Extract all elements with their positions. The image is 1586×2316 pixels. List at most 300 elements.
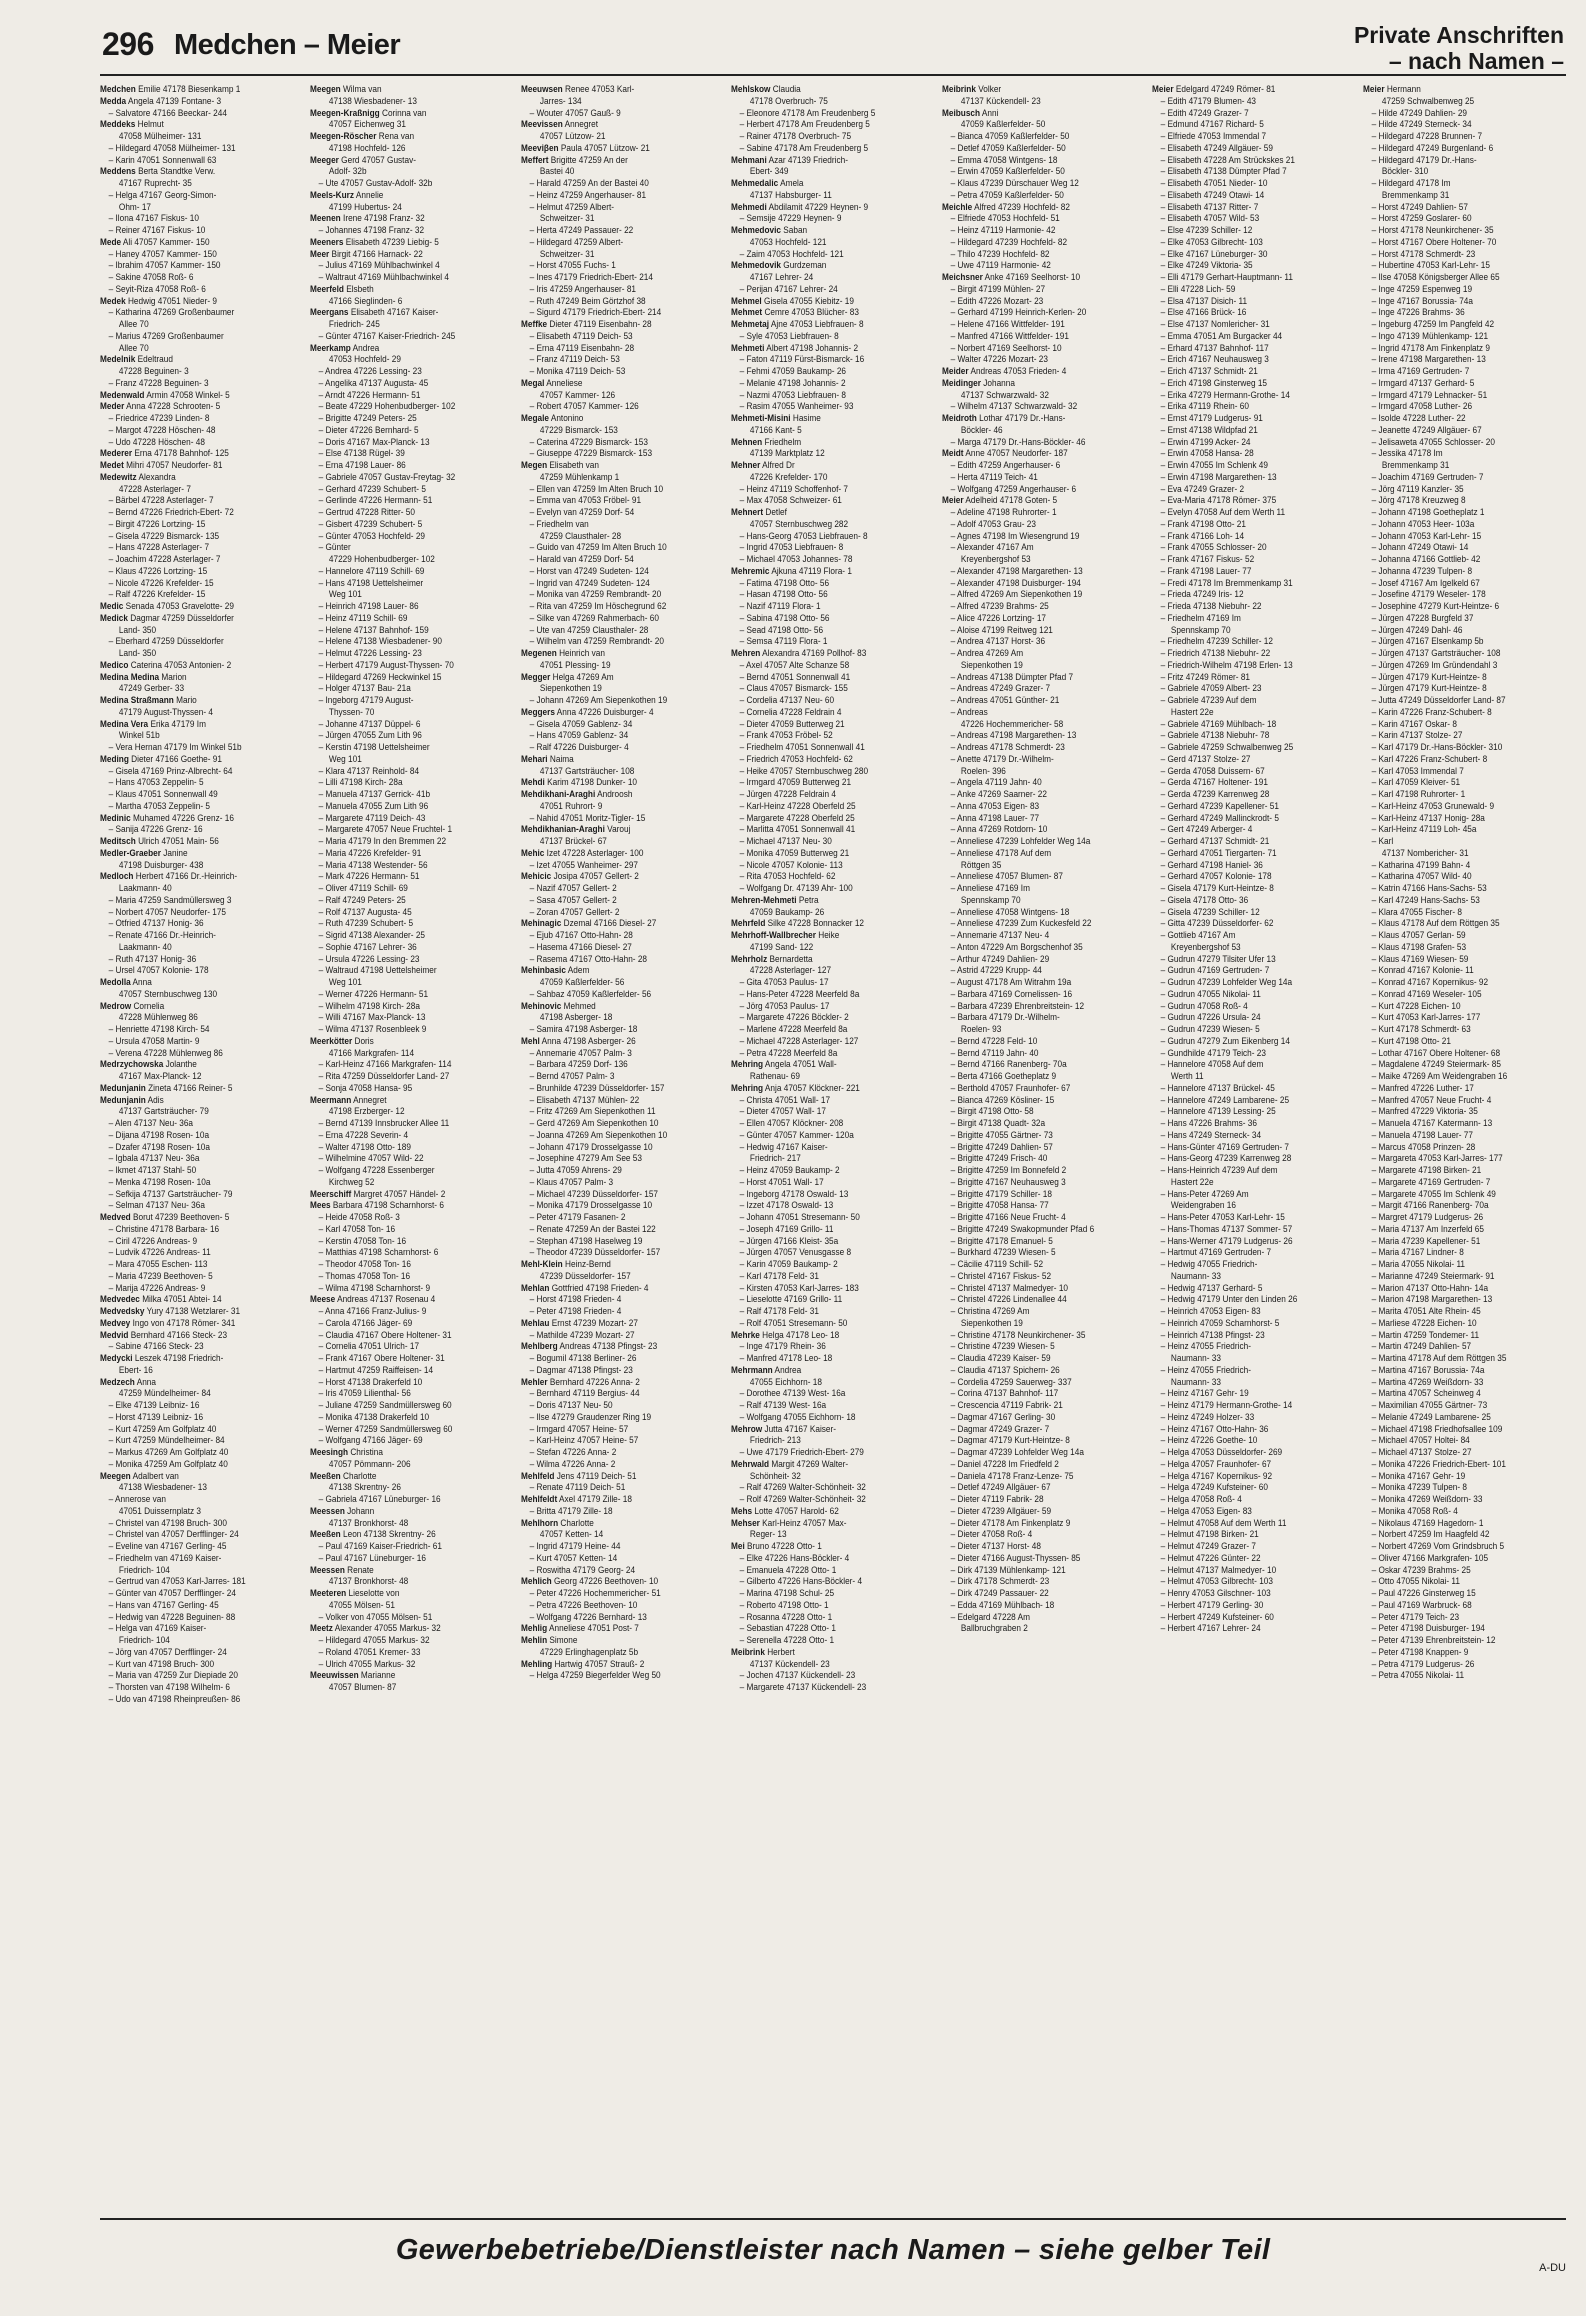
entry-text: Lieselotte von (346, 1588, 400, 1599)
entry-text: – Paul 47167 Lüneburger- 16 (319, 1552, 427, 1564)
page-header (100, 10, 1566, 76)
directory-entry (942, 1471, 1145, 1483)
directory-entry (1363, 448, 1566, 460)
directory-entry (310, 1318, 513, 1330)
entry-text: Margret 47057 Händel- 2 (351, 1188, 446, 1200)
entry-text: – Monika 47226 Friedrich-Ebert- 101 (1371, 1458, 1506, 1470)
directory-entry-head (100, 1353, 303, 1365)
directory-entry-head (521, 672, 724, 684)
directory-entry (1152, 531, 1355, 543)
entry-text: Annegret (351, 1094, 388, 1106)
entry-text: – Wolfgang 47166 Jäger- 69 (319, 1435, 424, 1447)
entry-text: – Barbara 47259 Dorf- 136 (529, 1059, 628, 1071)
directory-entry (731, 284, 934, 296)
entry-text: – Gudrun 47279 Zum Eikenberg 14 (1160, 1035, 1291, 1047)
entry-text: Weg 101 (329, 753, 363, 765)
entry-text: – Brigitte 47179 Schiller- 18 (950, 1188, 1052, 1200)
entry-text: – Karin 47226 Franz-Schubert- 8 (1371, 706, 1492, 718)
entry-text: – Alexander 47167 Am (950, 542, 1034, 554)
directory-entry (731, 1012, 934, 1024)
entry-text: – Bernd 47051 Sonnenwall 41 (739, 671, 851, 683)
entry-text: – Irene 47198 Margarethen- 13 (1371, 354, 1486, 366)
entry-text: – Peter 47179 Fasanen- 2 (529, 1212, 626, 1223)
entry-text: Rathenau- 69 (750, 1071, 801, 1082)
entry-text: – Elisabeth 47138 Dümpter Pfad 7 (1160, 166, 1287, 178)
entry-text: Antonino (548, 413, 584, 424)
entry-text: Brigitte 47259 An der (548, 154, 628, 166)
entry-text: – Friedhelm van (529, 518, 589, 530)
entry-surname: Medler-Graeber (100, 847, 161, 859)
entry-text: – Wouter 47057 Gauß- 9 (529, 107, 621, 119)
entry-text: – Horst 47051 Wall- 17 (739, 1176, 824, 1188)
directory-entry (1152, 977, 1355, 989)
directory-column-4 (731, 84, 934, 2214)
directory-entry (1363, 1048, 1566, 1060)
entry-text: – Ruth 47137 Honig- 36 (108, 953, 197, 965)
directory-entry (1152, 1412, 1355, 1424)
entry-text: – Margot 47228 Höschen- 48 (108, 424, 216, 436)
entry-text: Bernardetta (767, 953, 813, 965)
entry-text: Spennskamp 70 (960, 894, 1021, 906)
entry-text: – Nazif 47119 Flora- 1 (739, 601, 821, 612)
entry-text: – Christel 47226 Lindenallee 44 (950, 1294, 1067, 1306)
directory-entry (942, 1518, 1145, 1530)
directory-entry (1363, 1518, 1566, 1530)
entry-text: – Hilde 47249 Sterneck- 34 (1371, 119, 1472, 131)
directory-entry-head (100, 1294, 303, 1306)
directory-entry (1152, 824, 1355, 836)
entry-text: – Martin 47249 Dahlien- 57 (1371, 1341, 1471, 1353)
entry-text: Adem (565, 965, 590, 977)
entry-text: – Bernhard 47119 Bergius- 44 (529, 1388, 640, 1400)
directory-entry-head (731, 343, 934, 355)
directory-entry-head (942, 272, 1145, 284)
directory-entry (521, 178, 724, 190)
directory-entry (310, 801, 513, 813)
entry-text: – Frank 47166 Loh- 14 (1160, 530, 1245, 542)
entry-text: Cornelia (131, 1000, 165, 1012)
directory-entry (521, 613, 724, 625)
entry-text: Laakmann- 40 (118, 883, 172, 894)
entry-text: – Heinrich 47059 Scharnhorst- 5 (1160, 1317, 1280, 1329)
entry-text: – Christine 47178 Barbara- 16 (108, 1223, 220, 1235)
entry-text: – Zaim 47053 Hochfeld- 121 (739, 248, 844, 260)
entry-surname: Meeners (310, 236, 344, 248)
directory-entry (310, 1518, 513, 1530)
entry-text: – Astrid 47229 Krupp- 44 (950, 965, 1042, 977)
directory-entry (1152, 1095, 1355, 1107)
entry-text: Silke 47228 Bonnacker 12 (765, 918, 865, 930)
entry-text: – Helga 47167 Kopernikus- 92 (1160, 1470, 1273, 1482)
directory-entry (310, 331, 513, 343)
entry-text: Hastert 22e (1171, 1176, 1214, 1188)
directory-entry (731, 1095, 934, 1107)
entry-text: Kreyenbergshof 53 (960, 554, 1031, 565)
entry-text: 47057 Blumen- 87 (329, 1682, 397, 1693)
directory-entry (731, 1165, 934, 1177)
directory-entry (1152, 1001, 1355, 1013)
entry-text: Alfred Dr (760, 460, 796, 471)
directory-entry (1152, 1059, 1355, 1071)
entry-text: – Syle 47053 Liebfrauen- 8 (739, 330, 839, 342)
entry-surname: Meegen-Röscher (310, 131, 377, 142)
entry-text: – Erich 47137 Schmidt- 21 (1160, 366, 1258, 377)
directory-entry-head (521, 965, 724, 977)
directory-entry (942, 542, 1145, 554)
entry-text: – Anneliese 47057 Blumen- 87 (950, 871, 1063, 883)
directory-entry (310, 613, 513, 625)
entry-text: Josipa 47057 Gellert- 2 (551, 871, 639, 883)
directory-entry (310, 601, 513, 613)
directory-entry (521, 448, 724, 460)
directory-entry (1363, 1118, 1566, 1130)
directory-entry (1152, 1165, 1355, 1177)
entry-text: – Helmut 47137 Malmedyer- 10 (1160, 1564, 1277, 1576)
directory-entry (1363, 1001, 1566, 1013)
entry-text: Ajne 47053 Liebfrauen- 8 (769, 319, 864, 330)
page-number: 296 (102, 26, 154, 62)
directory-entry (521, 554, 724, 566)
entry-text: – Gerd 47137 Stolze- 27 (1160, 753, 1251, 765)
entry-text: – Sabine 47178 Am Freudenberg 5 (739, 142, 869, 154)
directory-entry (942, 1412, 1145, 1424)
entry-text: – Monika 47058 Roß- 4 (1371, 1505, 1458, 1517)
entry-text: – Frank 47055 Schlosser- 20 (1160, 542, 1267, 554)
directory-entry (942, 1341, 1145, 1353)
directory-entry (1152, 131, 1355, 143)
directory-entry (942, 1600, 1145, 1612)
directory-entry (1363, 495, 1566, 507)
entry-text: – Heinz 47179 Hermann-Grothe- 14 (1160, 1400, 1293, 1411)
directory-entry (1152, 1259, 1355, 1271)
directory-entry (1363, 1588, 1566, 1600)
entry-text: – Erhard 47137 Bahnhof- 117 (1160, 342, 1269, 354)
directory-entry (521, 578, 724, 590)
entry-text: – Doris 47137 Neu- 50 (529, 1400, 613, 1411)
entry-text: – Hedwig van 47228 Beguinen- 88 (108, 1611, 236, 1623)
directory-entry (1152, 296, 1355, 308)
entry-surname: Medloch (100, 871, 134, 883)
directory-entry (1363, 331, 1566, 343)
entry-text: – Gabriele 47169 Mühlbach- 18 (1160, 718, 1277, 730)
entry-text: – Helga 47249 Kufsteiner- 60 (1160, 1482, 1269, 1494)
entry-text: Margit 47269 Walter- (769, 1458, 849, 1470)
entry-text: – Wilma 47137 Rosenbleek 9 (319, 1024, 427, 1035)
entry-text: – Ursula 47226 Lessing- 23 (319, 953, 420, 965)
directory-entry (1152, 1518, 1355, 1530)
entry-text: – Birgit 47198 Otto- 58 (950, 1106, 1034, 1118)
directory-entry (942, 965, 1145, 977)
entry-text: 47228 Mühlenweg 86 (118, 1012, 198, 1024)
entry-text: – Wilma 47198 Scharnhorst- 9 (319, 1282, 431, 1294)
entry-text: – Elli 47228 Lich- 59 (1160, 283, 1236, 295)
directory-entry (100, 895, 303, 907)
directory-entry (310, 1412, 513, 1424)
directory-entry (1363, 1471, 1566, 1483)
entry-text: – Hans-Peter 47228 Meerfeld 8a (739, 988, 860, 1000)
entry-text: 47137 Bronkhorst- 48 (329, 1517, 409, 1529)
entry-text: – Andreas 47051 Günther- 21 (950, 695, 1060, 706)
entry-text: – Manuela 47198 Lauer- 77 (1371, 1129, 1473, 1141)
entry-text: – Andreas 47249 Grazer- 7 (950, 683, 1050, 695)
directory-entry-head (100, 1330, 303, 1342)
entry-text: – Horst 47055 Fuchs- 1 (529, 260, 616, 272)
entry-text: – Caterina 47229 Bismarck- 153 (529, 436, 648, 448)
directory-entry (1363, 1294, 1566, 1306)
entry-text: – Michael 47137 Stolze- 27 (1371, 1447, 1472, 1458)
directory-entry (310, 954, 513, 966)
entry-text: – Norbert 47057 Neudorfer- 175 (108, 906, 227, 918)
entry-text: 47057 Lützow- 21 (539, 131, 606, 142)
directory-entry-head (731, 507, 934, 519)
directory-entry (731, 1659, 934, 1671)
directory-entry-head (731, 155, 934, 167)
entry-text: – Claus 47057 Bismarck- 155 (739, 683, 849, 695)
directory-entry (100, 1447, 303, 1459)
entry-surname: Mehner (731, 460, 761, 471)
entry-text: – Elisabeth 47051 Nieder- 10 (1160, 178, 1268, 189)
entry-text: – Sophie 47167 Lehrer- 36 (319, 941, 418, 953)
directory-entry (1363, 96, 1566, 108)
entry-text: Lotte 47057 Harold- 62 (752, 1505, 840, 1517)
entry-text: – Bogumil 47138 Berliner- 26 (529, 1353, 637, 1364)
entry-text: – Martha 47053 Zeppelin- 5 (108, 800, 210, 812)
directory-entry (1152, 1036, 1355, 1048)
directory-entry (942, 307, 1145, 319)
directory-entry (942, 977, 1145, 989)
directory-entry (942, 1565, 1145, 1577)
entry-surname: Mehlich (520, 1576, 552, 1588)
entry-surname: Mehren-Mehmeti (731, 894, 797, 906)
directory-entry (521, 437, 724, 449)
entry-text: – Christel van 47198 Bruch- 300 (108, 1517, 227, 1529)
directory-entry (1363, 296, 1566, 308)
entry-surname: Meerkötter (310, 1035, 353, 1047)
entry-text: – Sigrid 47138 Alexander- 25 (319, 930, 426, 941)
directory-entry (731, 1118, 934, 1130)
directory-entry (521, 1165, 724, 1177)
directory-entry-head (731, 202, 934, 214)
directory-entry (310, 1236, 513, 1248)
entry-text: – Wolfgang 47228 Essenberger (319, 1165, 435, 1176)
entry-text: – Hasema 47166 Diesel- 27 (529, 941, 632, 953)
directory-entry (731, 848, 934, 860)
directory-entry (731, 813, 934, 825)
entry-text: – Gisbert 47239 Schubert- 5 (319, 518, 423, 530)
entry-text: – Bernd 47057 Palm- 3 (529, 1071, 615, 1082)
entry-text: – Jutta 47059 Ahrens- 29 (529, 1165, 622, 1176)
entry-text: Izet 47228 Asterlager- 100 (544, 847, 644, 859)
entry-text: 47051 Ruhrort- 9 (539, 800, 603, 812)
directory-entry (100, 1189, 303, 1201)
directory-entry (521, 260, 724, 272)
directory-entry (1152, 472, 1355, 484)
directory-entry (731, 989, 934, 1001)
directory-entry (100, 683, 303, 695)
entry-surname: Meessen (310, 1505, 346, 1517)
entry-surname: Mehnen (731, 436, 763, 448)
directory-entry (1152, 1118, 1355, 1130)
directory-entry-head (310, 1189, 513, 1201)
entry-text: – Jürgen 47249 Dahl- 46 (1371, 624, 1462, 636)
entry-text: – Klaus 47239 Dürschauer Weg 12 (950, 178, 1079, 189)
entry-text: – Haney 47057 Kammer- 150 (108, 248, 217, 260)
directory-entry (100, 1130, 303, 1142)
directory-entry-head (100, 96, 303, 108)
directory-entry (100, 1153, 303, 1165)
directory-entry (310, 683, 513, 695)
directory-entry-head (100, 84, 303, 96)
entry-text: 47226 Hochemmericher- 58 (960, 718, 1063, 730)
entry-text: – Angela 47119 Jahn- 40 (950, 777, 1042, 789)
directory-entry (310, 636, 513, 648)
entry-text: – Helga 47053 Düsseldorfer- 269 (1160, 1447, 1283, 1458)
entry-text: – Günter 47053 Hochfeld- 29 (319, 530, 426, 542)
entry-text: – Jelisaweta 47055 Schlosser- 20 (1371, 436, 1495, 448)
directory-entry (1152, 1048, 1355, 1060)
entry-text: – Hildegard 47259 Albert- (529, 236, 624, 248)
directory-entry-head (310, 1588, 513, 1600)
directory-entry (1363, 542, 1566, 554)
directory-entry (731, 766, 934, 778)
entry-text: Dzemal 47166 Diesel- 27 (561, 918, 657, 930)
entry-surname: Mehlhorn (520, 1517, 558, 1529)
directory-entry (100, 930, 303, 942)
directory-entry (1152, 484, 1355, 496)
directory-entry (942, 213, 1145, 225)
entry-text: – Ruth 47249 Beim Görtzhof 38 (529, 295, 646, 307)
entry-text: – Gudrun 47169 Gertruden- 7 (1160, 965, 1270, 977)
entry-text: Böckler- 46 (960, 424, 1003, 436)
entry-text: – Arthur 47249 Dahlien- 29 (950, 953, 1049, 965)
directory-entry-head (942, 84, 1145, 96)
directory-entry (521, 343, 724, 355)
directory-entry (521, 730, 724, 742)
directory-entry-head (731, 1518, 934, 1530)
entry-text: – Margarete 47137 Kückendell- 23 (739, 1682, 867, 1693)
directory-entry (521, 542, 724, 554)
entry-text: – Ursel 47057 Kolonie- 178 (108, 965, 209, 977)
directory-column-2 (310, 84, 513, 2214)
entry-text: 47137 Habsburger- 11 (750, 189, 833, 201)
entry-text: – Rasim 47055 Wanheimer- 93 (739, 401, 854, 413)
entry-text: – Roswitha 47179 Georg- 24 (529, 1564, 635, 1576)
directory-entry (1363, 1506, 1566, 1518)
directory-entry (521, 1506, 724, 1518)
entry-text: – Rolf 47269 Walter-Schönheit- 32 (739, 1494, 867, 1505)
directory-entry (1363, 155, 1566, 167)
directory-entry (731, 272, 934, 284)
entry-text: Senada 47053 Gravelotte- 29 (123, 601, 234, 612)
entry-text: Mehmed (561, 1000, 596, 1012)
directory-entry (1363, 766, 1566, 778)
entry-text: Rena van (376, 131, 415, 142)
entry-text: – Else 47138 Rügel- 39 (319, 448, 406, 460)
directory-entry (731, 977, 934, 989)
entry-surname: Mehring (731, 1059, 764, 1071)
entry-text: Ulrich 47051 Main- 56 (135, 836, 219, 847)
entry-text: – Inge 47226 Brahms- 36 (1371, 307, 1465, 319)
entry-text: – Andreas 47178 Schmerdt- 23 (950, 742, 1065, 753)
entry-surname: Mees (310, 1200, 332, 1212)
entry-text: – Jessika 47178 Im (1371, 448, 1443, 460)
entry-text: 47259 Schwalbenweg 25 (1381, 95, 1474, 107)
entry-text: Ali 47057 Kammer- 150 (121, 236, 210, 248)
entry-text: – Elke 47249 Viktoria- 35 (1160, 260, 1253, 272)
directory-entry (731, 578, 934, 590)
directory-entry (1152, 625, 1355, 637)
entry-surname: Mehinbasic (520, 965, 566, 977)
entry-text: – Helga 47053 Eigen- 83 (1160, 1505, 1253, 1517)
directory-entry-head (731, 930, 934, 942)
directory-entry (310, 1330, 513, 1342)
directory-entry (1363, 1142, 1566, 1154)
entry-text: 47198 Asberger- 18 (539, 1012, 613, 1024)
directory-entry (731, 1576, 934, 1588)
entry-surname: Medina Vera (100, 718, 149, 730)
directory-entry (942, 1588, 1145, 1600)
entry-surname: Meeßen (310, 1470, 342, 1482)
directory-entry (1363, 1200, 1566, 1212)
directory-entry (731, 1200, 934, 1212)
entry-text: 47051 Duissernplatz 3 (118, 1505, 202, 1517)
directory-entry (521, 1365, 724, 1377)
directory-entry (731, 625, 934, 637)
entry-text: – Ernst 47138 Wildpfad 21 (1160, 424, 1258, 436)
entry-surname: Medico (100, 659, 129, 671)
directory-entry (942, 954, 1145, 966)
entry-surname: Medrow (100, 1000, 132, 1012)
entry-text: – Herta 47119 Teich- 41 (950, 471, 1038, 483)
directory-entry (1152, 707, 1355, 719)
entry-text: – Zoran 47057 Gellert- 2 (529, 906, 620, 918)
entry-text: – Dieter 47057 Wall- 17 (739, 1106, 827, 1118)
directory-entry (942, 96, 1145, 108)
entry-text: – Hans van 47167 Gerling- 45 (108, 1599, 219, 1611)
directory-entry (310, 1494, 513, 1506)
entry-text: Leszek 47198 Friedrich- (132, 1353, 224, 1364)
entry-text: – Helene 47137 Bahnhof- 159 (319, 624, 430, 636)
entry-text: – Marius 47269 Großenbaumer (108, 330, 224, 342)
entry-text: – Gudrun 47239 Wiesen- 5 (1160, 1024, 1260, 1035)
entry-text: Bernhard 47226 Anna- 2 (547, 1376, 640, 1388)
directory-entry (100, 495, 303, 507)
entry-text: – Maria 47055 Nikolai- 11 (1371, 1259, 1465, 1270)
entry-text: – Julius 47169 Mühlbachwinkel 4 (319, 260, 441, 272)
entry-text: – Gabriela 47167 Lüneburger- 16 (319, 1494, 442, 1505)
entry-text: – Manfred 47166 Wittfelder- 191 (950, 330, 1069, 342)
directory-entry-head (100, 1095, 303, 1107)
entry-text: – Walter 47198 Otto- 189 (319, 1141, 412, 1153)
entry-text: – Josef 47167 Am Igelkeld 67 (1371, 577, 1480, 589)
entry-surname: Medina Straßmann (100, 695, 174, 706)
entry-text: – Hans-Günter 47169 Gertruden- 7 (1160, 1141, 1290, 1153)
entry-text: – Cordelia 47137 Neu- 60 (739, 695, 835, 706)
directory-entry (521, 1024, 724, 1036)
entry-text: Gottfried 47198 Frieden- 4 (549, 1282, 649, 1294)
directory-entry (1363, 225, 1566, 237)
entry-text: – Elke 47226 Hans-Böckler- 4 (739, 1552, 850, 1564)
directory-entry (1152, 801, 1355, 813)
entry-surname: Meer (310, 248, 330, 260)
entry-surname: Meffert (520, 154, 549, 166)
directory-entry (1152, 1565, 1355, 1577)
entry-text: – Karl-Heinz 47057 Heine- 57 (529, 1435, 639, 1447)
directory-entry (731, 883, 934, 895)
entry-text: Charlotte (341, 1470, 377, 1482)
entry-text: Friedrich- 104 (118, 1635, 170, 1646)
directory-entry (310, 1377, 513, 1389)
